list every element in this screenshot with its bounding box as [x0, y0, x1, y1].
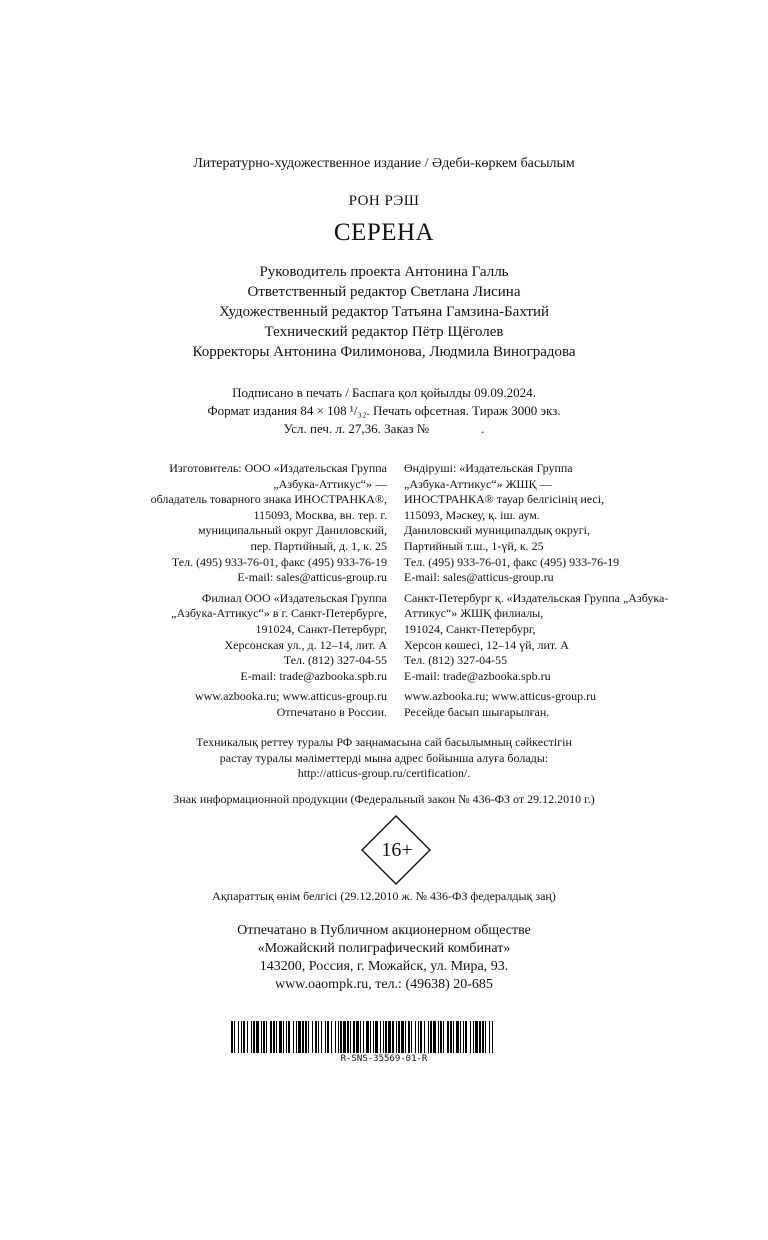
cert-line: http://atticus-group.ru/certification/.	[297, 766, 471, 781]
info-sign-caption-kz: Ақпараттық өнім белгісі (29.12.2010 ж. № 436-ФЗ федералдық заң)	[212, 889, 556, 903]
branch-block	[100, 591, 387, 685]
barcode-bar	[308, 1021, 309, 1053]
web-block	[404, 689, 704, 720]
printer-line: «Можайский полиграфический комбинат»	[257, 941, 511, 956]
address-line: Аттикус“» ЖШҚ филиалы,	[404, 606, 544, 621]
pub-line: Усл. печ. л. 27,36. Заказ № .	[283, 421, 485, 436]
address-line: Изготовитель: ООО «Издательская Группа	[169, 461, 387, 475]
address-line: Өндіруші: «Издательская Группа	[404, 461, 573, 475]
address-line: Херсон көшесі, 12–14 үй, лит. А	[404, 637, 569, 652]
barcode-bar	[247, 1021, 248, 1053]
web-line: Отпечатано в России.	[276, 704, 387, 719]
barcode-bar	[302, 1021, 304, 1053]
staff-line: Руководитель проекта Антонина Галль	[259, 264, 509, 280]
barcode-bar	[440, 1021, 442, 1053]
address-line: Санкт-Петербург қ. «Издательская Группа „Азбука-	[404, 590, 669, 605]
barcode-bar	[438, 1021, 439, 1053]
cert-line: растау туралы мәліметтерді мына адрес бойынша алуға болады:	[219, 750, 549, 765]
barcode-bar	[321, 1021, 322, 1053]
barcode-bar	[327, 1021, 329, 1053]
address-line: 191024, Санкт-Петербург,	[404, 621, 536, 636]
printer-line: 143200, Россия, г. Можайск, ул. Мира, 93.	[259, 959, 509, 974]
barcode-bar	[383, 1021, 384, 1053]
barcode-bar	[411, 1021, 412, 1053]
barcode-bar	[343, 1021, 346, 1053]
web-line: www.azbooka.ru; www.atticus-group.ru	[404, 689, 597, 704]
barcode-bar	[296, 1021, 297, 1053]
barcode-bar	[473, 1021, 474, 1053]
barcode-bar	[405, 1021, 406, 1053]
address-line: Партийный т.ш., 1-үй, к. 25	[404, 538, 544, 553]
barcode-bar	[408, 1021, 410, 1053]
address-line: Тел. (495) 933-76-01, факс (495) 933-76-19	[404, 554, 620, 569]
barcode-bar	[318, 1021, 319, 1053]
printer-line: Отпечатано в Публичном акционерном обществе	[237, 923, 531, 938]
staff-credits	[0, 262, 768, 362]
barcode-bar	[465, 1021, 467, 1053]
barcode-bar	[298, 1021, 301, 1053]
barcode-bar	[305, 1021, 307, 1053]
barcode-bar	[363, 1021, 364, 1053]
barcode-bar	[447, 1021, 449, 1053]
barcode-bar	[279, 1021, 282, 1053]
barcode-bar	[373, 1021, 374, 1053]
age-rating-label: 16+	[381, 839, 413, 861]
barcode-bar	[424, 1021, 425, 1053]
barcode-bar	[479, 1021, 481, 1053]
address-line: Филиал ООО «Издательская Группа	[201, 590, 387, 605]
barcode-bar	[234, 1021, 235, 1053]
edition-type: Литературно-художественное издание / Әдеби-көркем басылым	[193, 156, 575, 171]
address-line: „Азбука-Аттикус“» в г. Санкт-Петербурге,	[171, 606, 387, 621]
branch-block	[404, 591, 704, 685]
barcode-bar	[273, 1021, 275, 1053]
barcode-bar	[293, 1021, 294, 1053]
barcode-bar	[398, 1021, 400, 1053]
barcode-bar	[270, 1021, 272, 1053]
barcode-bar	[266, 1021, 267, 1053]
barcode-bar	[241, 1021, 242, 1053]
address-line: E-mail: sales@atticus-group.ru	[237, 570, 387, 585]
barcode-bar	[238, 1021, 239, 1053]
address-line: ИНОСТРАНКА® тауар белгісінің иесі,	[404, 492, 605, 507]
barcode-bar	[338, 1021, 339, 1053]
address-line: Тел. (495) 933-76-01, факс (495) 933-76-19	[171, 554, 387, 569]
barcode-bar	[253, 1021, 255, 1053]
barcode-bar	[243, 1021, 245, 1053]
web-line: Ресейде басып шығарылған.	[404, 704, 550, 719]
barcode-bar	[450, 1021, 452, 1053]
address-line: 115093, Мәскеу, қ. іш. аум.	[404, 507, 540, 522]
address-line: муниципальный округ Даниловский,	[197, 523, 387, 538]
address-line: Даниловский муниципалдық округі,	[404, 523, 590, 538]
printer-line: www.oaompk.ru, тел.: (49638) 20-685	[275, 977, 493, 992]
barcode-bar	[475, 1021, 478, 1053]
barcode-bar	[485, 1021, 486, 1053]
address-line: E-mail: sales@atticus-group.ru	[404, 570, 554, 585]
address-line: Тел. (812) 327-04-55	[283, 653, 387, 668]
publisher-info-kazakh	[404, 461, 704, 726]
barcode-label: R-SNS-35569-01-R	[340, 1054, 428, 1064]
barcode-bar	[456, 1021, 459, 1053]
printer-info	[0, 922, 768, 994]
address-line: Херсонская ул., д. 12–14, лит. А	[224, 637, 387, 652]
barcode	[231, 1021, 493, 1053]
barcode-bar	[340, 1021, 342, 1053]
publisher-info-russian	[100, 461, 387, 726]
manufacturer-block	[100, 461, 387, 586]
barcode-bar	[347, 1021, 349, 1053]
address-line: 191024, Санкт-Петербург,	[255, 621, 387, 636]
barcode-bar	[335, 1021, 336, 1053]
barcode-bar	[325, 1021, 326, 1053]
address-line: „Азбука-Аттикус“» ЖШҚ —	[404, 476, 552, 491]
info-sign-caption: Знак информационной продукции (Федеральный закон № 436-ФЗ от 29.12.2010 г.)	[173, 792, 595, 806]
staff-line: Корректоры Антонина Филимонова, Людмила Виноградова	[192, 344, 576, 360]
address-line: E-mail: trade@azbooka.spb.ru	[240, 668, 387, 683]
barcode-bar	[360, 1021, 361, 1053]
barcode-bar	[492, 1021, 493, 1053]
pub-line: Подписано в печать / Баспаға қол қойылды 09.09.2024.	[232, 385, 536, 400]
barcode-bar	[453, 1021, 454, 1053]
barcode-bar	[385, 1021, 387, 1053]
barcode-bar	[380, 1021, 381, 1053]
manufacturer-block	[404, 461, 704, 586]
publication-info	[0, 384, 768, 438]
barcode-bar	[433, 1021, 436, 1053]
cert-line: Техникалық реттеу туралы РФ заңнамасына сай басылымның сәйкестігін	[196, 735, 572, 749]
barcode-bar	[443, 1021, 444, 1053]
address-line: Тел. (812) 327-04-55	[404, 653, 508, 668]
barcode-bar	[312, 1021, 313, 1053]
barcode-bar	[482, 1021, 484, 1053]
barcode-bar	[375, 1021, 378, 1053]
barcode-bar	[396, 1021, 397, 1053]
barcode-bar	[276, 1021, 277, 1053]
barcode-bar	[401, 1021, 404, 1053]
barcode-bar	[463, 1021, 464, 1053]
address-line: E-mail: trade@azbooka.spb.ru	[404, 668, 551, 683]
barcode-bar	[283, 1021, 284, 1053]
web-line: www.azbooka.ru; www.atticus-group.ru	[194, 689, 387, 704]
book-title: СЕРЕНА	[333, 219, 435, 246]
barcode-bar	[315, 1021, 317, 1053]
pub-line: Формат издания 84 × 108 ¹/₃₂. Печать офсетная. Тираж 3000 экз.	[207, 403, 561, 418]
staff-line: Технический редактор Пётр Щёголев	[264, 324, 504, 340]
certification-note	[0, 735, 768, 782]
barcode-bar	[231, 1021, 233, 1053]
barcode-bar	[286, 1021, 287, 1053]
barcode-bar	[263, 1021, 265, 1053]
address-line: пер. Партийный, д. 1, к. 25	[250, 538, 387, 553]
barcode-bar	[256, 1021, 259, 1053]
barcode-bar	[415, 1021, 416, 1053]
web-block	[100, 689, 387, 720]
barcode-bar	[261, 1021, 262, 1053]
address-line: обладатель товарного знака ИНОСТРАНКА®,	[150, 492, 387, 507]
barcode-bar	[356, 1021, 359, 1053]
address-line: „Азбука-Аттикус“» —	[273, 476, 387, 491]
barcode-bar	[370, 1021, 371, 1053]
address-line: 115093, Москва, вн. тер. г.	[253, 507, 387, 522]
barcode-bar	[251, 1021, 252, 1053]
barcode-bar	[366, 1021, 369, 1053]
barcode-bar	[353, 1021, 355, 1053]
barcode-bar	[350, 1021, 351, 1053]
barcode-bar	[420, 1021, 422, 1053]
staff-line: Художественный редактор Татьяна Гамзина-Бахтий	[218, 304, 550, 320]
book-author: РОН РЭШ	[348, 193, 420, 209]
barcode-bar	[418, 1021, 419, 1053]
barcode-bar	[470, 1021, 471, 1053]
barcode-bar	[331, 1021, 332, 1053]
staff-line: Ответственный редактор Светлана Лисина	[247, 284, 521, 300]
barcode-bar	[460, 1021, 461, 1053]
barcode-bar	[489, 1021, 490, 1053]
barcode-bar	[392, 1021, 394, 1053]
barcode-bar	[288, 1021, 290, 1053]
barcode-bar	[428, 1021, 429, 1053]
barcode-bar	[430, 1021, 432, 1053]
barcode-bar	[388, 1021, 391, 1053]
